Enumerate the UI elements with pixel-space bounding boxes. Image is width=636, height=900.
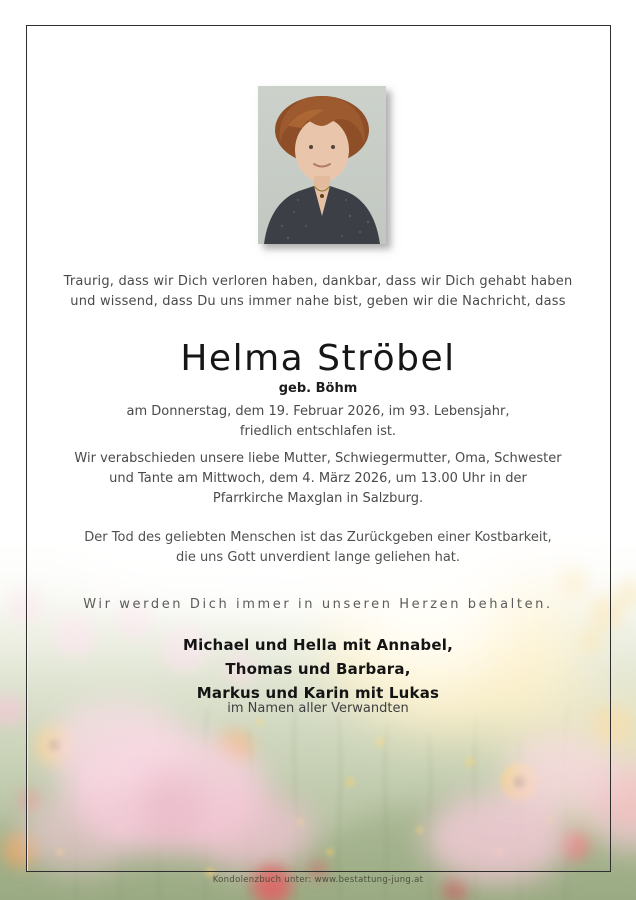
intro-line-1: Traurig, dass wir Dich verloren haben, dankbar, dass wir Dich gehabt haben: [63, 274, 573, 289]
intro-text: [0, 272, 636, 312]
face: [295, 118, 349, 182]
mourners-line-2: Thomas und Barbara,: [225, 660, 411, 678]
funeral-info-line-2: und Tante am Mittwoch, dem 4. März 2026, um 13.00 Uhr in der: [109, 471, 527, 486]
intro-line-2: und wissend, dass Du uns immer nahe bist, geben wir die Nachricht, dass: [70, 294, 566, 309]
death-info-line-1: am Donnerstag, dem 19. Februar 2026, im 93. Lebensjahr,: [126, 404, 510, 419]
quote-line-2: die uns Gott unverdient lange geliehen hat.: [175, 550, 461, 565]
remembrance-line: Wir werden Dich immer in unseren Herzen behalten.: [83, 597, 553, 612]
funeral-info-line-1: Wir verabschieden unsere liebe Mutter, Schwiegermutter, Oma, Schwester: [74, 451, 562, 466]
condolence-book-footer: Kondolenzbuch unter: www.bestattung-jung.at: [212, 875, 424, 885]
funeral-info: [0, 449, 636, 509]
mourners-line-1: Michael und Hella mit Annabel,: [183, 636, 453, 654]
portrait-photo: [258, 86, 386, 244]
funeral-info-line-3: Pfarrkirche Maxglan in Salzburg.: [212, 491, 424, 506]
death-info: [0, 402, 636, 442]
deceased-birth-name: geb. Böhm: [278, 381, 358, 396]
mourners-list: [0, 633, 636, 705]
quote-line-1: Der Tod des geliebten Menschen ist das Zurückgeben einer Kostbarkeit,: [84, 530, 552, 545]
mourners-closing: im Namen aller Verwandten: [227, 701, 409, 716]
memorial-quote: [0, 528, 636, 568]
death-info-line-2: friedlich entschlafen ist.: [239, 424, 397, 439]
deceased-name: Helma Ströbel: [180, 338, 456, 379]
necklace-pendant: [320, 194, 324, 198]
mourners-line-3: Markus und Karin mit Lukas: [196, 684, 440, 702]
